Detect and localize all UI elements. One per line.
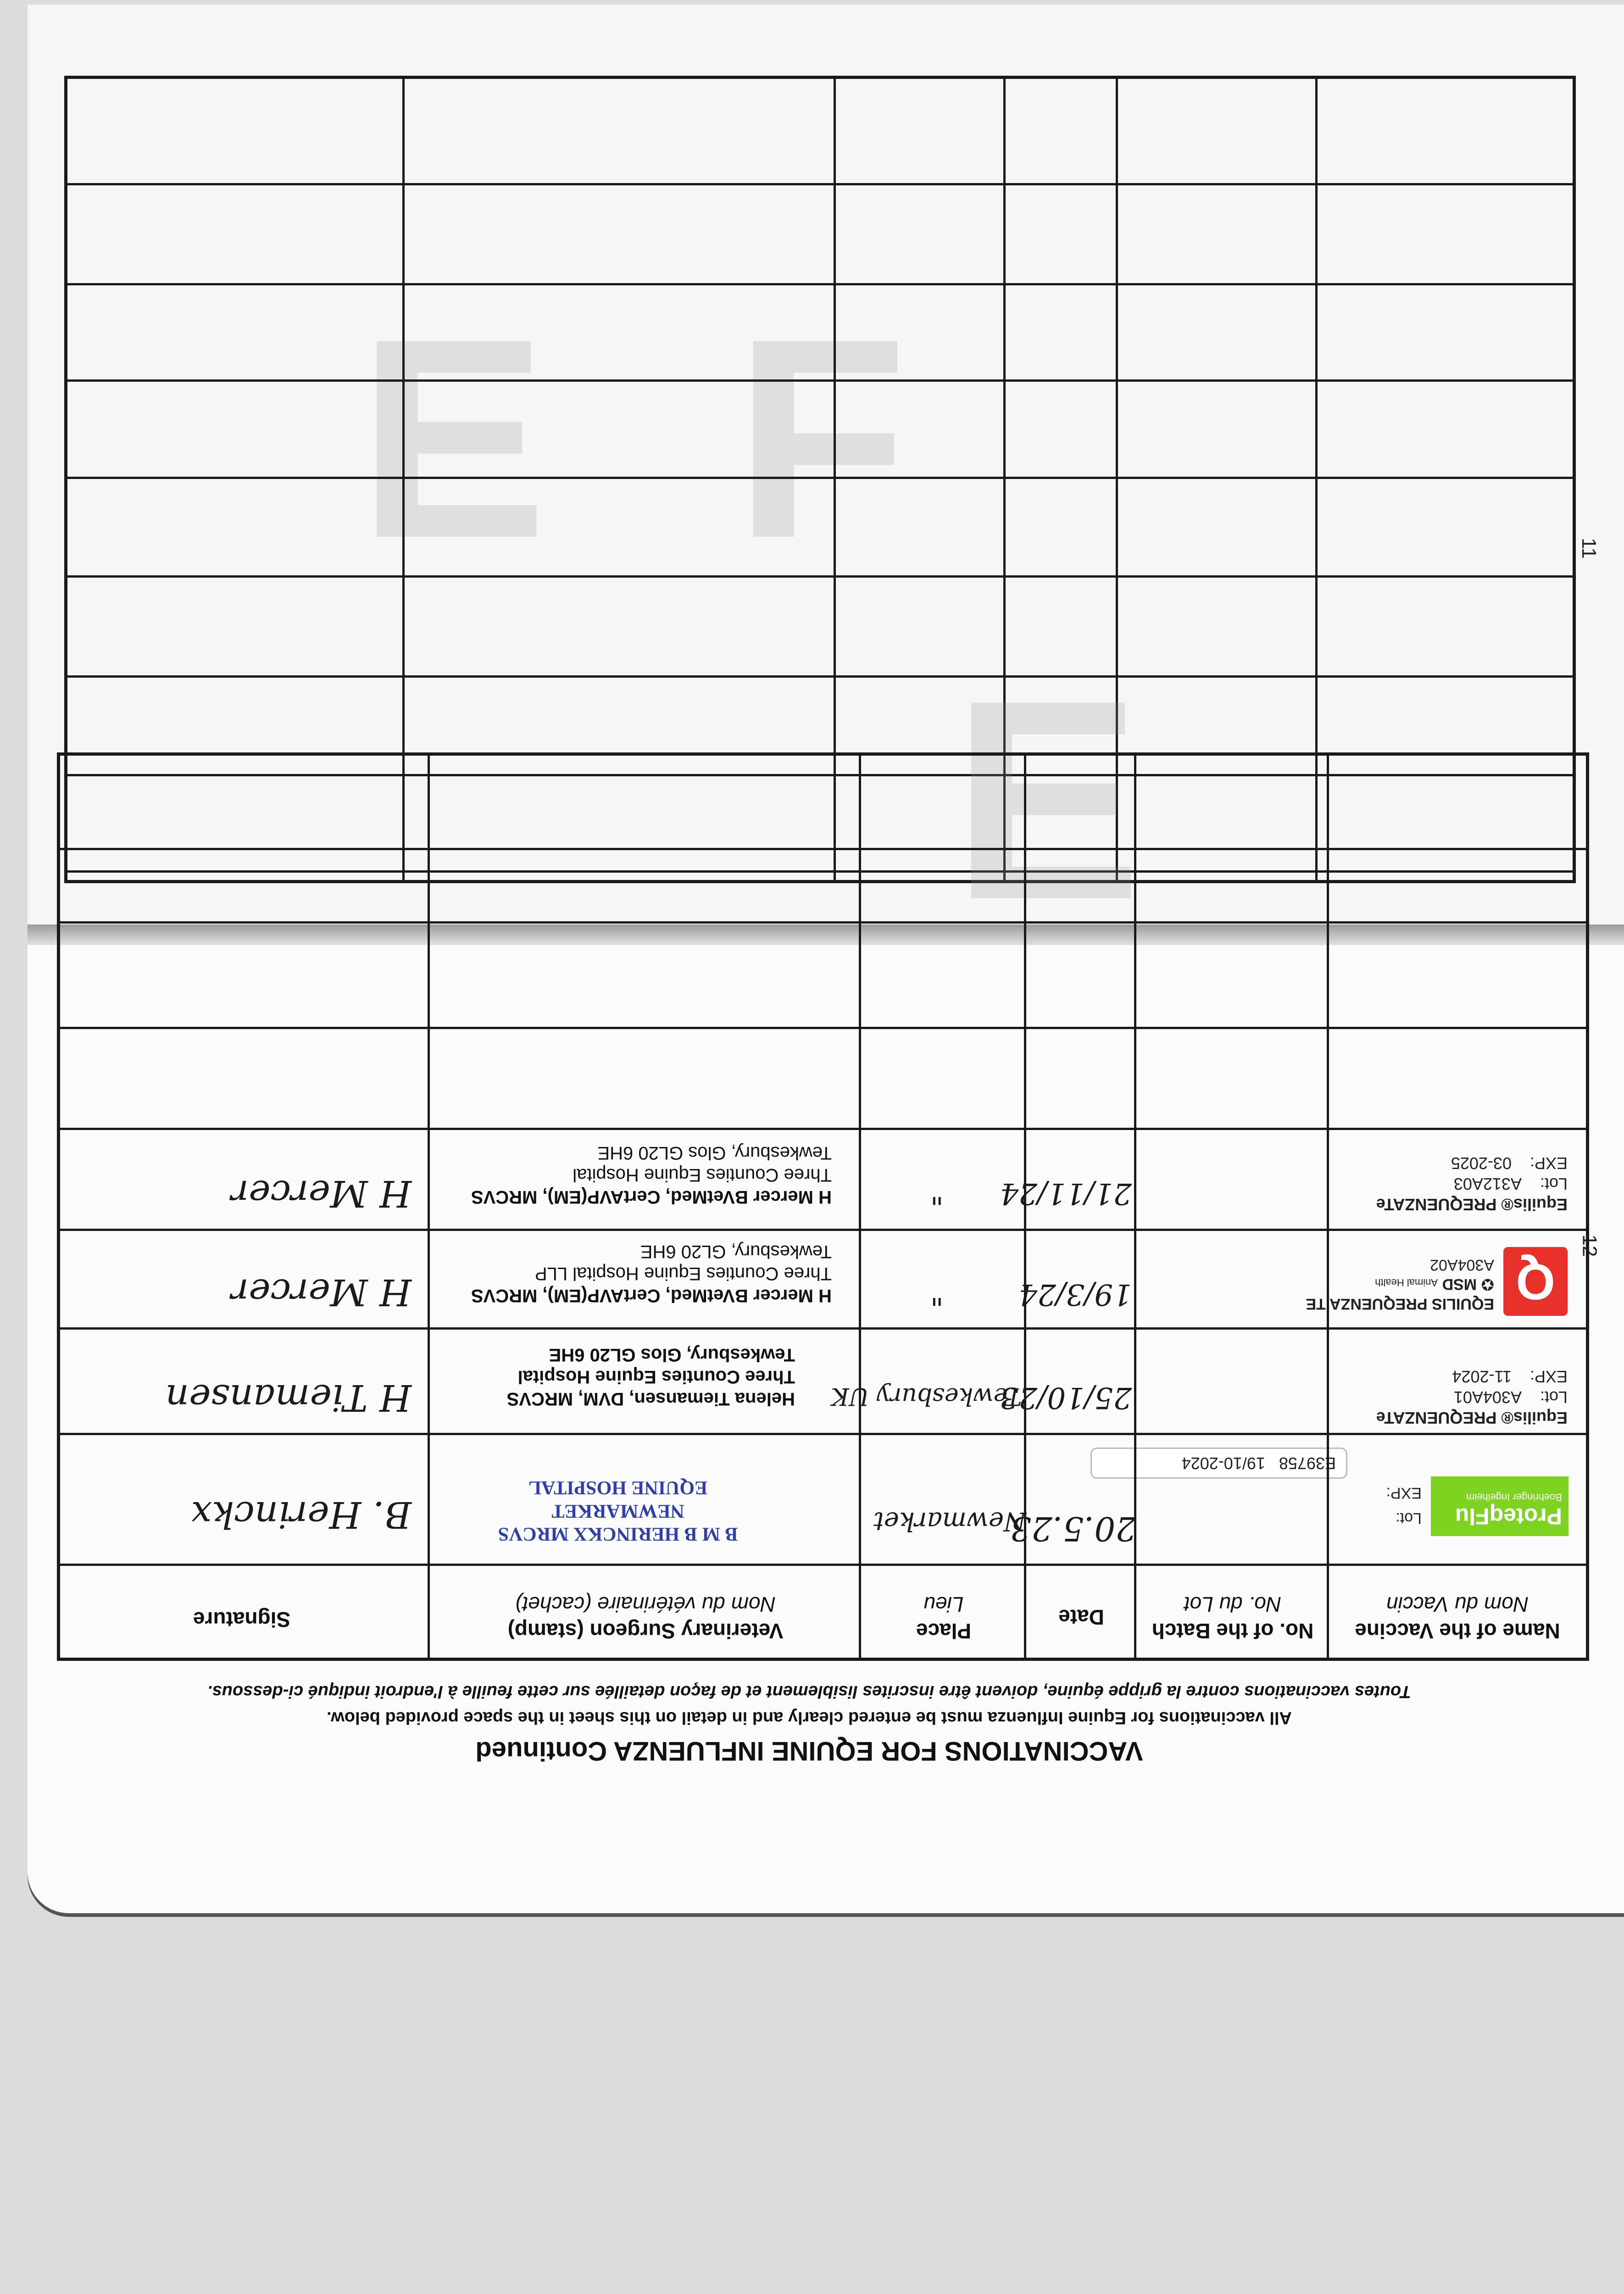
vaccine-label-row-2: Equilis® PREQUENZATe Lot: A304A01 EXP: 11-2024	[1376, 1367, 1568, 1427]
table-header-row	[60, 1564, 1586, 1658]
watermark-lower: E	[952, 641, 1142, 959]
table-row-empty	[60, 1027, 1586, 1128]
surgeon-stamp-row-1: B M B HERINCKX MRCVS NEWMARKET EQUINE HOSPITAL	[498, 1477, 738, 1544]
col-line	[1134, 756, 1136, 1658]
instruction-english: All vaccinations for Equine Influenza must be entered clearly and in detail on this sheet in the space provided below.	[327, 1708, 1292, 1727]
upper-page-number: 11	[1577, 538, 1600, 559]
surgeon-stamp-row-4: H Mercer BVetMed, CertAVP(EM), MRCVS Three Counties Equine Hospital Tewkesbury, Glos GL20 6HE	[471, 1143, 832, 1207]
place-row-4: "	[930, 1176, 944, 1210]
vaccination-row-3	[60, 1229, 1586, 1327]
vaccination-table	[57, 752, 1589, 1661]
table-row-empty	[60, 921, 1586, 1027]
col-line	[859, 756, 861, 1658]
vaccine-label-row-3: EQUILIS PREQUENZA TE ✪ MSD Animal Health A304A02	[1306, 1256, 1494, 1313]
col-line	[1024, 756, 1026, 1658]
proteqflu-logo-icon: ProteqFlu Boehringer Ingelheim	[1431, 1476, 1568, 1536]
date-row-1: 20.5.23	[1010, 1509, 1136, 1548]
header-place: Place Lieu	[916, 1592, 972, 1643]
vaccine-label-row-4: Equilis® PREQUENZATe Lot: A312A03 EXP: 03-2025	[1376, 1154, 1568, 1214]
place-row-2: Tewkesbury UK	[831, 1382, 1022, 1410]
table-row-empty	[60, 848, 1586, 921]
surgeon-stamp-row-3: H Mercer BVetMed, CertAVP(EM), MRCVS Three Counties Equine Hospital LLP Tewkesbury, GL20 6HE	[471, 1242, 832, 1306]
col-line	[1327, 756, 1329, 1658]
surgeon-stamp-row-2: Helena Tiemansen, DVM, MRCVS Three Counties Equine Hospital Tewkesbury, Glos GL20 6HE	[506, 1345, 795, 1409]
signature-row-3: H Mercer	[231, 1271, 412, 1314]
place-row-3: "	[930, 1277, 944, 1311]
header-vaccine: Name of the Vaccine Nom du Vaccin	[1355, 1592, 1560, 1643]
header-batch: No. of the Batch No. du Lot	[1151, 1592, 1314, 1643]
watermark-upper-2: F	[734, 280, 908, 597]
signature-row-4: H Mercer	[231, 1172, 412, 1215]
watermark-upper: E	[358, 280, 548, 597]
place-row-1: Newmarket	[873, 1506, 1026, 1536]
date-row-4: 21/11/24	[1000, 1176, 1132, 1210]
vaccination-row-1	[60, 1433, 1586, 1564]
instruction-french: Toutes vaccinations contre la grippe équine, doivent être inscrites lisiblement et de façon detaillée sur cette feuille à l'endroit indiqué ci-dessous.	[207, 1682, 1411, 1701]
proteqflu-label: ProteqFlu Boehringer Ingelheim Lot: EXP:	[1362, 1467, 1578, 1545]
header-date: Date	[1058, 1605, 1104, 1629]
date-row-3: 19/3/24	[1018, 1277, 1132, 1311]
col-line	[428, 756, 430, 1658]
vaccination-row-4	[60, 1128, 1586, 1229]
header-signature: Signature	[193, 1608, 291, 1631]
lower-page-number: 12	[1578, 1234, 1601, 1257]
msd-logo-icon: ✪	[1477, 1275, 1494, 1293]
vaccination-row-2	[60, 1327, 1586, 1433]
signature-row-2: H Tiemansen	[165, 1376, 412, 1419]
page-title: VACCINATIONS FOR EQUINE INFLUENZA Continued	[475, 1736, 1143, 1766]
prequenza-q-logo-icon: Q	[1503, 1247, 1568, 1316]
signature-row-1: B. Herinckx	[191, 1493, 412, 1536]
batch-sticker: E39758 19/10-2024	[1090, 1448, 1347, 1479]
header-surgeon: Veterinary Surgeon (stamp) Nom du vétérinaire (cachet)	[507, 1592, 784, 1643]
date-row-2: 25/10/23	[1000, 1381, 1132, 1414]
